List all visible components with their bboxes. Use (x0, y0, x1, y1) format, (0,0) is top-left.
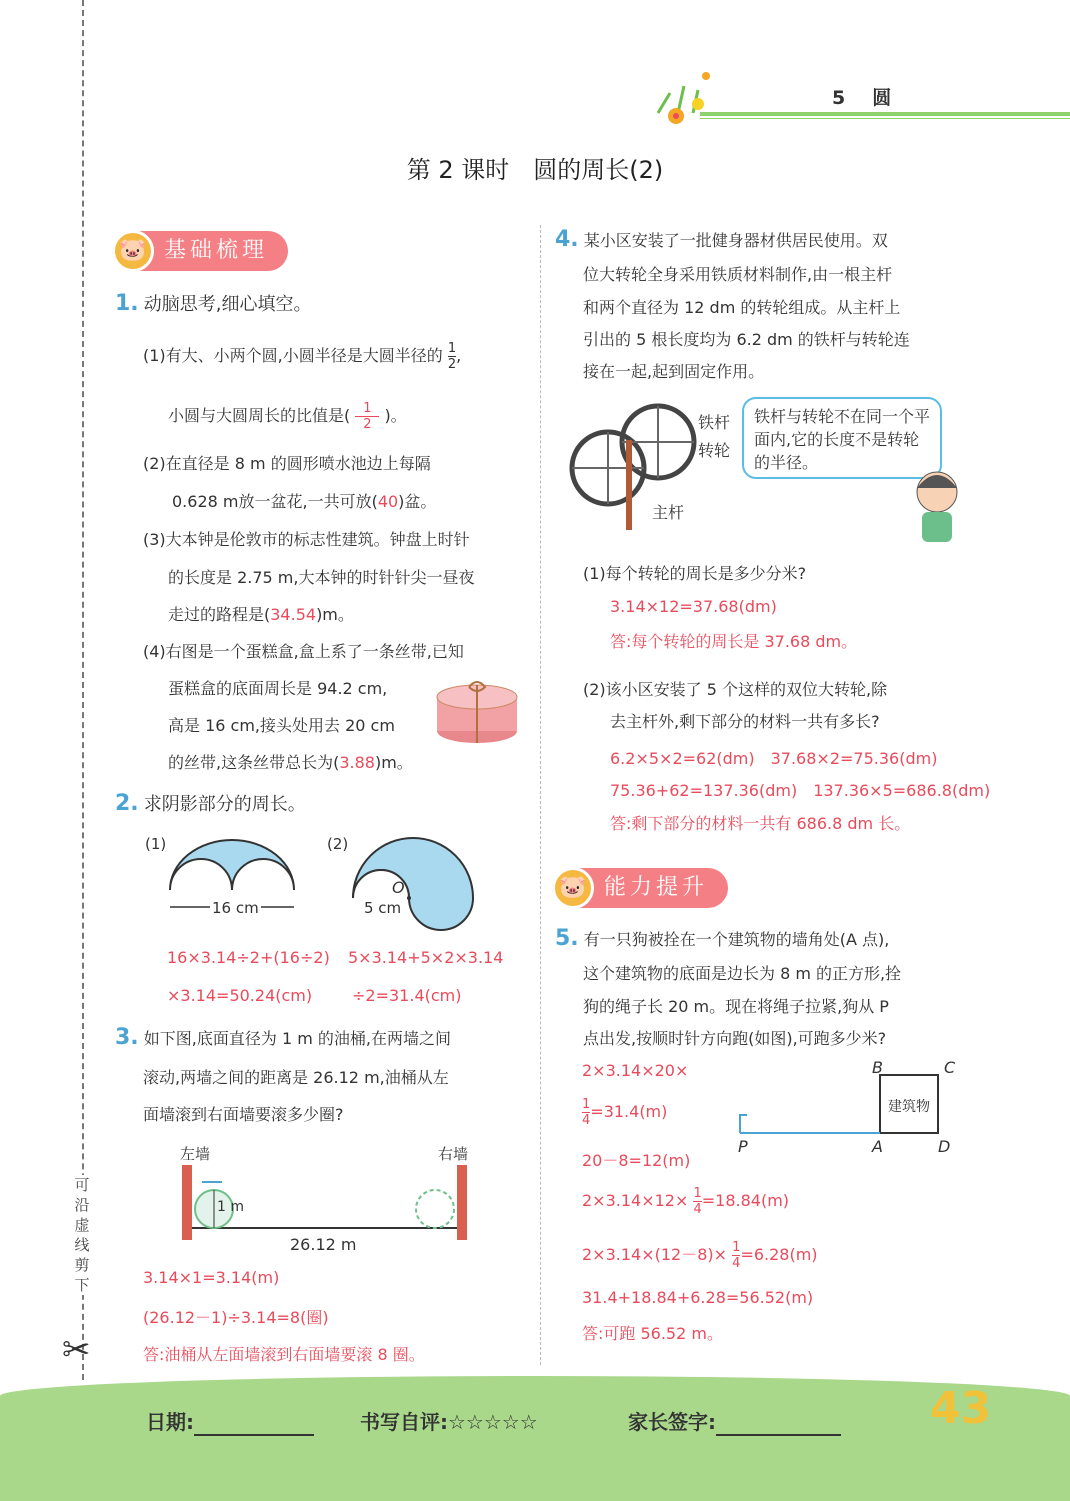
answer-line: 3.14×1=3.14(m) (143, 1268, 280, 1287)
answer-fraction (355, 401, 379, 432)
question-number: 5. (555, 926, 579, 951)
numerator: 1 (447, 341, 457, 356)
text: 的丝带,这条丝带总长为( (168, 753, 340, 772)
q1-part2-line2 (172, 484, 436, 520)
scissors-icon: ✂ (62, 1330, 91, 1370)
parent-sign-label: 家长签字: (628, 1410, 716, 1434)
answer-line (582, 1097, 667, 1128)
question-text: 引出的 5 根长度均为 6.2 dm 的铁杆与转轮连 (583, 330, 910, 349)
question-text: 这个建筑物的底面是边长为 8 m 的正方形,拴 (583, 964, 902, 983)
section-label: 基础梳理 (164, 238, 269, 263)
question-2 (115, 790, 306, 816)
question-text: 滚动,两墙之间的距离是 26.12 m,油桶从左 (143, 1068, 449, 1087)
rod-label: 铁杆 (698, 413, 731, 432)
q4-sub2-line2: 去主杆外,剩下部分的材料一共有多长? (610, 712, 880, 731)
denominator: 4 (582, 1113, 591, 1128)
parent-sign-blank[interactable] (716, 1410, 841, 1436)
answer-line: 3.14×12=37.68(dm) (610, 597, 777, 616)
q4-sub2: (2)该小区安装了 5 个这样的双位大转轮,除 (583, 680, 888, 699)
question-number: 4. (555, 227, 579, 252)
section-label: 能力提升 (604, 875, 709, 900)
dimension-label: 16 cm (212, 899, 259, 917)
center-label: O (392, 878, 405, 897)
answer-line: 5×3.14+5×2×3.14 (348, 948, 504, 967)
denominator: 2 (355, 416, 379, 432)
header-rule (700, 112, 1070, 116)
answer-line: 6.2×5×2=62(dm) 37.68×2=75.36(dm) (610, 749, 938, 768)
question-text: 如下图,底面直径为 1 m 的油桶,在两墙之间 (143, 1029, 451, 1048)
question-number: 3. (115, 1025, 139, 1050)
answer-line: 答:剩下部分的材料一共有 686.8 dm 长。 (610, 814, 911, 833)
question-text: 有一只狗被拴在一个建筑物的墙角处(A 点), (583, 930, 890, 949)
page-title: 第 2 课时 圆的周长(2) (406, 156, 664, 184)
denominator: 4 (732, 1256, 741, 1271)
cut-line (82, 0, 84, 1380)
text: =18.84(m) (701, 1191, 790, 1210)
question-text: 接在一起,起到固定作用。 (583, 362, 765, 381)
text: )m。 (316, 605, 354, 624)
point-p: P (738, 1137, 748, 1156)
cake-box-figure (432, 675, 522, 747)
left-wall-label: 左墙 (180, 1145, 211, 1163)
date-label: 日期: (146, 1410, 194, 1434)
date-field[interactable] (146, 1406, 314, 1436)
text: 小圆与大圆周长的比值是( (168, 406, 351, 425)
distance-label: 26.12 m (290, 1235, 357, 1254)
question-text: 狗的绳子长 20 m。现在将绳子拉紧,狗从 P (583, 997, 889, 1016)
chapter-label: 5 圆 (832, 87, 896, 109)
q1-part3-line2: 的长度是 2.75 m,大本钟的时针针尖一昼夜 (168, 568, 475, 587)
q1-part2: (2)在直径是 8 m 的圆形喷水池边上每隔 (143, 454, 431, 473)
text: =6.28(m) (740, 1245, 818, 1264)
text: )盆。 (398, 492, 437, 511)
answer-line: 答:每个转轮的周长是 37.68 dm。 (610, 632, 858, 651)
speech-bubble: 铁杆与转轮不在同一个平面内,它的长度不是转轮的半径。 (742, 397, 942, 479)
girl-icon (908, 452, 966, 544)
self-eval (360, 1406, 538, 1435)
figure-label-2: (2) (327, 835, 349, 853)
date-blank[interactable] (194, 1410, 314, 1436)
text: 2×3.14×(12－8)× (582, 1245, 728, 1264)
question-5 (555, 921, 889, 958)
question-number: 1. (115, 291, 139, 316)
q1-part4-line3: 高是 16 cm,接头处用去 20 cm (168, 716, 395, 735)
question-1 (115, 290, 312, 316)
question-4 (555, 222, 888, 259)
pole-label: 主杆 (652, 503, 685, 522)
dimension-label: 5 cm (364, 899, 402, 917)
building-label: 建筑物 (888, 1099, 930, 1115)
point-b: B (872, 1058, 883, 1077)
answer-line: ÷2=31.4(cm) (352, 986, 462, 1005)
q1-part3: (3)大本钟是伦敦市的标志性建筑。钟盘上时针 (143, 530, 470, 549)
denominator: 4 (693, 1202, 702, 1217)
footer-band (0, 1376, 1070, 1501)
question-number: 2. (115, 791, 139, 816)
text: 0.628 m放一盆花,一共可放( (172, 492, 378, 511)
q1-part4-line2: 蛋糕盒的底面周长是 94.2 cm, (168, 679, 388, 698)
point-c: C (944, 1058, 956, 1077)
question-text: 点出发,按顺时针方向跑(如图),可跑多少米? (583, 1029, 887, 1048)
answer: 3.88 (339, 753, 375, 772)
question-text: 面墙滚到右面墙要滚多少圈? (143, 1105, 344, 1124)
text: 走过的路程是( (168, 605, 271, 624)
parent-sign-field[interactable] (628, 1406, 841, 1436)
answer-line: 答:可跑 56.52 m。 (582, 1324, 723, 1343)
fraction (448, 341, 456, 372)
numerator: 1 (582, 1097, 591, 1112)
diameter-label: 1 m (217, 1199, 244, 1215)
question-text: 某小区安装了一批健身器材供居民使用。双 (583, 231, 888, 250)
cut-hint: 可沿虚线剪下 (70, 1175, 94, 1295)
q1-part4-line4 (168, 745, 413, 781)
answer-line: 答:油桶从左面墙滚到右面墙要滚 8 圈。 (143, 1345, 425, 1364)
question-3 (115, 1020, 451, 1057)
answer-line: 2×3.14×20× (582, 1061, 689, 1080)
answer-line: (26.12－1)÷3.14=8(圈) (143, 1308, 329, 1327)
fraction (693, 1186, 701, 1217)
answer: 40 (377, 492, 399, 511)
numerator: 1 (693, 1186, 702, 1201)
q1-part4: (4)右图是一个蛋糕盒,盒上系了一条丝带,已知 (143, 642, 464, 661)
numerator: 1 (732, 1240, 741, 1255)
question-text: 和两个直径为 12 dm 的转轮组成。从主杆上 (583, 298, 901, 317)
text: (1)有大、小两个圆,小圆半径是大圆半径的 (143, 346, 443, 365)
q1-part3-line3 (168, 597, 354, 633)
answer-line: 75.36+62=137.36(dm) 137.36×5=686.8(dm) (610, 781, 991, 800)
text: )。 (384, 406, 407, 425)
right-wall-label: 右墙 (438, 1145, 469, 1163)
q1-part1-line2 (168, 398, 407, 434)
point-a: A (872, 1137, 883, 1156)
answer-line: 31.4+18.84+6.28=56.52(m) (582, 1288, 814, 1307)
text: =31.4(m) (590, 1102, 668, 1121)
text: 2×3.14×12× (582, 1191, 689, 1210)
star-rating[interactable]: ☆☆☆☆☆ (448, 1410, 538, 1434)
figure-label-1: (1) (145, 835, 167, 853)
denominator: 2 (447, 357, 457, 372)
question-text: 位大转轮全身采用铁质材料制作,由一根主杆 (583, 265, 893, 284)
wheel-label: 转轮 (698, 441, 731, 460)
pig-icon: 🐷 (112, 230, 154, 272)
shaded-figure-2 (348, 830, 483, 935)
text: )m。 (374, 753, 413, 772)
answer-line: 20－8=12(m) (582, 1151, 691, 1170)
self-eval-label: 书写自评: (360, 1410, 448, 1434)
page-number: 43 (930, 1383, 992, 1434)
q1-part1: (1)有大、小两个圆,小圆半径是大圆半径的 $\frac{1}{2}$ , (143, 341, 462, 372)
column-divider (540, 225, 541, 1365)
pig-icon: 🐷 (552, 867, 594, 909)
question-text: 动脑思考,细心填空。 (143, 294, 312, 315)
q4-sub1: (1)每个转轮的周长是多少分米? (583, 564, 807, 583)
answer-line (582, 1186, 789, 1217)
question-text: 求阴影部分的周长。 (143, 794, 306, 815)
answer-line (582, 1240, 818, 1271)
answer-line: ×3.14=50.24(cm) (167, 986, 313, 1005)
numerator: 1 (363, 401, 372, 416)
answer-line: 16×3.14÷2+(16÷2) (167, 948, 330, 967)
answer: 34.54 (270, 605, 317, 624)
header-rule-thin (700, 118, 1070, 119)
point-d: D (938, 1137, 951, 1156)
